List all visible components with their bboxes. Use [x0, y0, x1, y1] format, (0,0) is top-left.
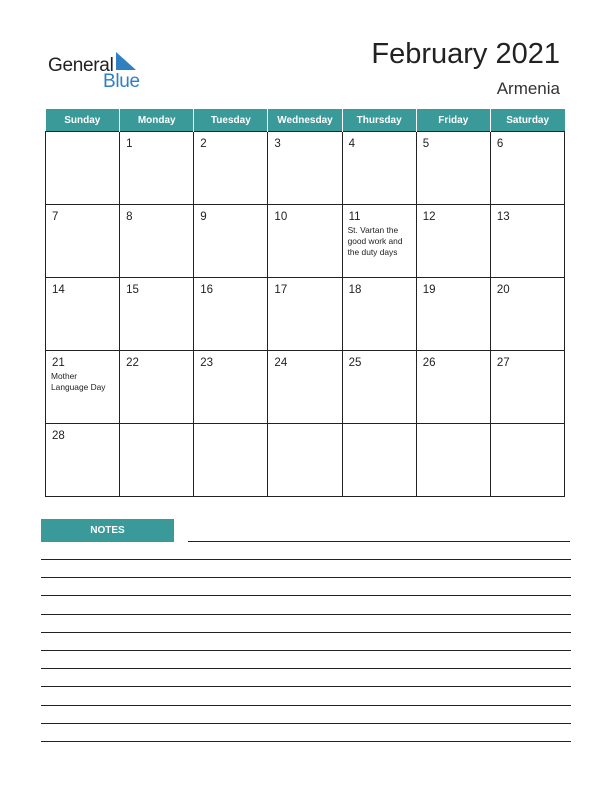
day-cell[interactable] — [46, 132, 120, 205]
day-cell[interactable] — [490, 205, 564, 278]
day-number: 1 — [126, 138, 133, 150]
day-cell[interactable] — [342, 424, 416, 497]
calendar-week-row — [46, 278, 565, 351]
day-number: 26 — [422, 357, 436, 369]
day-cell[interactable] — [194, 205, 268, 278]
notes-line — [41, 705, 571, 706]
notes-line — [41, 686, 571, 687]
weekday-header: Friday — [416, 109, 490, 132]
day-cell[interactable] — [120, 351, 194, 424]
notes-line — [188, 541, 570, 542]
calendar-week-row — [46, 351, 565, 424]
notes-line — [41, 595, 571, 596]
day-number: 28 — [52, 430, 65, 442]
day-number: 2 — [200, 138, 207, 150]
day-number: 18 — [348, 284, 362, 296]
notes-line — [41, 632, 571, 633]
day-cell[interactable] — [120, 424, 194, 497]
weekday-header: Tuesday — [194, 109, 268, 132]
page-title: February 2021 — [371, 38, 560, 70]
day-cell[interactable] — [46, 424, 120, 497]
weekday-header-row — [46, 109, 565, 132]
notes-line — [41, 577, 571, 578]
day-number: 17 — [274, 284, 288, 296]
day-cell[interactable] — [490, 351, 564, 424]
day-number: 15 — [126, 284, 139, 296]
day-number: 6 — [496, 138, 504, 150]
calendar-week-row — [46, 205, 565, 278]
notes-line — [41, 668, 571, 669]
weekday-header: Saturday — [490, 109, 564, 132]
day-cell[interactable] — [268, 205, 342, 278]
day-cell[interactable] — [342, 132, 416, 205]
weekday-header: Sunday — [46, 109, 120, 132]
day-number: 3 — [274, 138, 281, 150]
country-name: Armenia — [496, 79, 560, 98]
day-number: 7 — [52, 211, 59, 223]
calendar-week-row — [46, 424, 565, 497]
day-cell[interactable] — [490, 132, 564, 205]
notes-label: NOTES — [41, 519, 174, 542]
weekday-header: Wednesday — [268, 109, 342, 132]
day-cell[interactable] — [120, 132, 194, 205]
notes-line — [41, 741, 571, 742]
day-cell[interactable] — [490, 424, 564, 497]
day-number: 19 — [422, 284, 436, 296]
day-number: 9 — [200, 211, 207, 223]
calendar-body — [46, 132, 565, 497]
day-cell[interactable] — [342, 351, 416, 424]
day-number: 20 — [496, 284, 510, 296]
day-cell[interactable] — [194, 351, 268, 424]
day-cell[interactable] — [490, 278, 564, 351]
day-cell[interactable] — [416, 132, 490, 205]
day-cell[interactable] — [46, 278, 120, 351]
notes-line — [41, 650, 571, 651]
day-number: 14 — [52, 284, 65, 296]
day-cell[interactable] — [194, 278, 268, 351]
day-cell[interactable] — [194, 424, 268, 497]
calendar-week-row — [46, 132, 565, 205]
day-number: 12 — [422, 211, 436, 223]
day-number: 13 — [496, 211, 510, 223]
notes-line — [41, 614, 571, 615]
day-cell[interactable] — [268, 278, 342, 351]
day-number: 21 — [52, 357, 65, 369]
day-number: 16 — [200, 284, 214, 296]
day-number: 10 — [274, 211, 288, 223]
day-number: 27 — [496, 357, 510, 369]
day-cell[interactable] — [194, 132, 268, 205]
weekday-header: Monday — [120, 109, 194, 132]
day-cell[interactable] — [416, 278, 490, 351]
weekday-header: Thursday — [342, 109, 416, 132]
day-cell[interactable] — [416, 205, 490, 278]
notes-line — [41, 559, 571, 560]
day-cell[interactable] — [416, 351, 490, 424]
day-cell[interactable] — [120, 278, 194, 351]
day-number: 11 — [348, 211, 361, 223]
holiday-label: Mother Language Day — [51, 371, 106, 392]
calendar-grid — [45, 109, 565, 497]
day-number: 23 — [200, 357, 214, 369]
day-number: 24 — [274, 357, 288, 369]
holiday-label: St. Vartan the good work and the duty days — [347, 225, 403, 257]
day-cell[interactable] — [268, 351, 342, 424]
notes-line — [41, 723, 571, 724]
day-cell[interactable] — [342, 205, 416, 278]
day-cell[interactable] — [46, 205, 120, 278]
day-number: 5 — [422, 138, 430, 150]
logo-text-general: General — [48, 55, 114, 76]
day-cell[interactable] — [342, 278, 416, 351]
logo — [48, 52, 158, 96]
day-cell[interactable] — [46, 351, 120, 424]
day-cell[interactable] — [268, 132, 342, 205]
day-number: 22 — [126, 357, 139, 369]
logo-text-blue: Blue — [103, 71, 140, 92]
day-cell[interactable] — [268, 424, 342, 497]
day-number: 8 — [126, 211, 133, 223]
day-number: 4 — [348, 138, 355, 150]
day-cell[interactable] — [120, 205, 194, 278]
day-number: 25 — [348, 357, 362, 369]
day-cell[interactable] — [416, 424, 490, 497]
logo-triangle-icon — [116, 52, 138, 70]
